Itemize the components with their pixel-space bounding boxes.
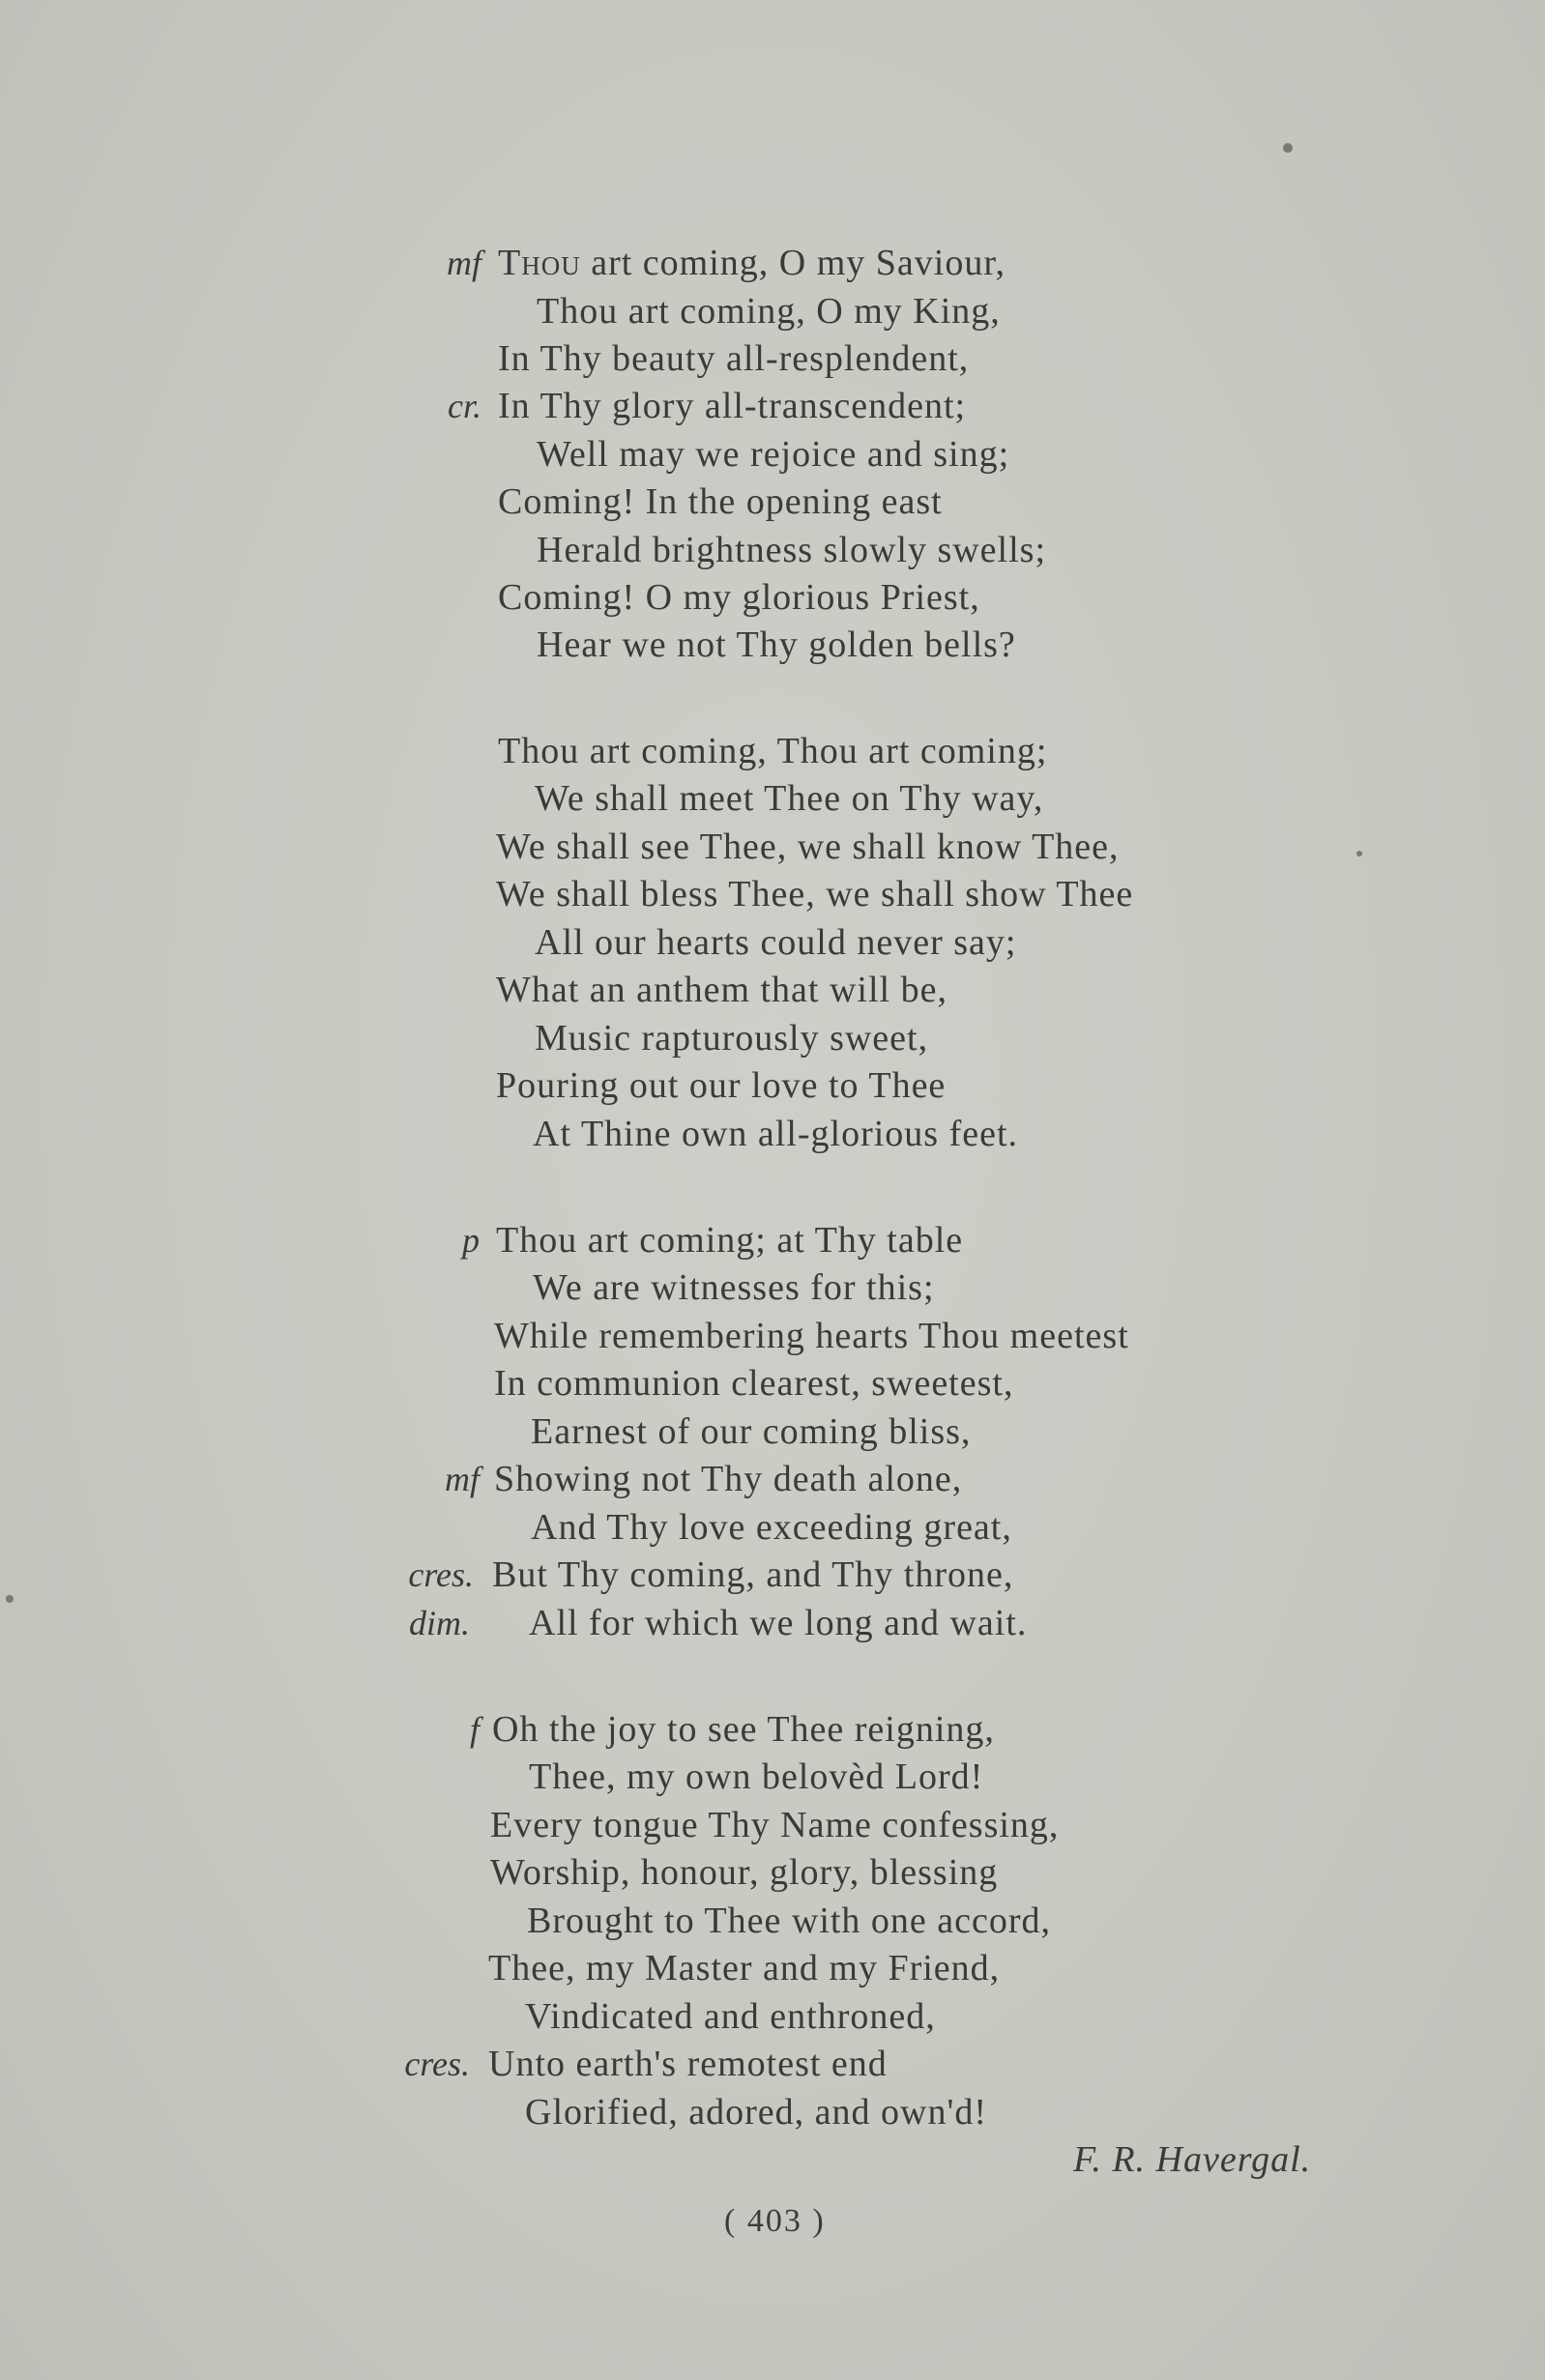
verse-line: In Thy glory all-transcendent; [498, 386, 967, 426]
verse-line: All our hearts could never say; [535, 922, 1017, 963]
verse-line: Earnest of our coming bliss, [531, 1411, 972, 1452]
verse-line: Vindicated and enthroned, [525, 1996, 936, 2037]
dynamic-mark: mf [447, 244, 481, 282]
verse-line: While remembering hearts Thou meetest [494, 1316, 1129, 1356]
dynamic-mark: cr. [448, 387, 481, 425]
dynamic-mark: cres. [404, 2045, 470, 2083]
verse-line: All for which we long and wait. [529, 1603, 1028, 1643]
verse-line [498, 242, 1006, 284]
paper-speck [1283, 143, 1293, 153]
verse-line: At Thine own all-glorious feet. [533, 1114, 1019, 1154]
verse-line: Glorified, adored, and own'd! [525, 2092, 987, 2133]
verse-line: Well may we rejoice and sing; [537, 434, 1010, 475]
paper-speck [1356, 851, 1362, 856]
verse-line: We shall see Thee, we shall know Thee, [496, 827, 1120, 867]
verse-line: Worship, honour, glory, blessing [490, 1852, 999, 1893]
author-attribution: F. R. Havergal. [1073, 2139, 1312, 2180]
verse-line: We are witnesses for this; [533, 1267, 935, 1308]
verse-line: Pouring out our love to Thee [496, 1065, 947, 1106]
verse-line: Brought to Thee with one accord, [527, 1901, 1052, 1941]
verse-line: Thou art coming, O my King, [537, 291, 1001, 332]
verse-line: Every tongue Thy Name confessing, [490, 1805, 1060, 1845]
verse-line: In communion clearest, sweetest, [494, 1363, 1014, 1404]
verse-line: Showing not Thy death alone, [494, 1459, 963, 1499]
verse-line: In Thy beauty all-resplendent, [498, 338, 970, 379]
verse-line: And Thy love exceeding great, [531, 1507, 1012, 1548]
page-number: ( 403 ) [724, 2203, 826, 2239]
first-word: Thou [498, 243, 581, 283]
verse-line: What an anthem that will be, [496, 970, 947, 1010]
verse-line: Herald brightness slowly swells; [537, 530, 1047, 570]
verse-line: Hear we not Thy golden bells? [537, 624, 1016, 665]
dynamic-mark: cres. [408, 1555, 474, 1594]
dynamic-mark: dim. [409, 1604, 470, 1642]
verse-line: Thee, my own belovèd Lord! [529, 1756, 984, 1797]
verse-line: We shall bless Thee, we shall show Thee [496, 874, 1134, 914]
verse-line: Thou art coming; at Thy table [496, 1220, 964, 1261]
verse-line: Coming! In the opening east [498, 481, 943, 522]
dynamic-mark: mf [445, 1460, 480, 1498]
dynamic-mark: f [469, 1710, 480, 1749]
verse-line: Music rapturously sweet, [535, 1018, 929, 1059]
verse-line: But Thy coming, and Thy throne, [492, 1554, 1014, 1595]
dynamic-mark: p [462, 1221, 480, 1260]
paper-speck [6, 1595, 14, 1603]
verse-line-rest: art coming, O my Saviour, [580, 243, 1006, 283]
verse-line: Coming! O my glorious Priest, [498, 577, 980, 618]
verse-line: Unto earth's remotest end [488, 2044, 888, 2084]
verse-line: Thee, my Master and my Friend, [488, 1948, 1001, 1988]
verse-line: Oh the joy to see Thee reigning, [492, 1709, 995, 1750]
verse-line: We shall meet Thee on Thy way, [535, 778, 1044, 819]
verse-line: Thou art coming, Thou art coming; [498, 731, 1048, 771]
